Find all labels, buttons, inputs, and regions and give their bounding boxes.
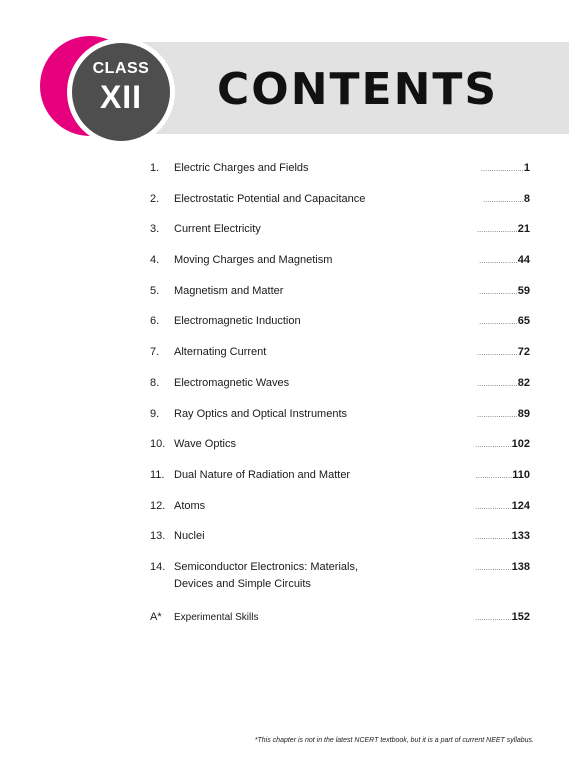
toc-page-number: 89 — [517, 407, 530, 420]
toc-page-number: 59 — [517, 284, 530, 297]
toc-leader-dots: ................. — [475, 503, 512, 511]
toc-page-number: 138 — [511, 560, 530, 573]
class-badge-inner — [72, 43, 170, 141]
toc-item-title: Atoms — [174, 499, 206, 512]
toc-item-title: Experimental Skills — [174, 611, 259, 623]
toc-item[interactable] — [150, 498, 530, 529]
toc-item-title: Electrostatic Potential and Capacitance — [174, 192, 366, 205]
toc-leader-dots: ................. — [475, 472, 513, 480]
toc-item-page — [475, 528, 530, 546]
toc-page-number: 152 — [511, 610, 530, 623]
toc-item-number: 1. — [150, 162, 160, 174]
toc-page-number: 133 — [511, 530, 530, 543]
badge-class-label: CLASS — [92, 60, 150, 77]
toc-item-title: Electric Charges and Fields — [174, 162, 309, 174]
toc-item-number: 4. — [150, 254, 160, 267]
toc-item-number: 12. — [150, 499, 166, 512]
toc-item-page — [475, 559, 530, 577]
toc-item-title: Electromagnetic Induction — [174, 315, 301, 328]
toc-item-page — [483, 191, 530, 209]
toc-leader-dots: .................. — [479, 258, 518, 266]
toc-item-title: Current Electricity — [174, 223, 261, 236]
toc-item-number: 8. — [150, 376, 160, 389]
toc-item-page — [479, 283, 530, 301]
footnote: *This chapter is not in the latest NCERT textbook, but it is a part of current NEET syllabus. — [254, 737, 534, 744]
toc-leader-dots: ................... — [476, 350, 518, 358]
toc-leader-dots: ................... — [476, 380, 518, 388]
toc-leader-dots: .................. — [479, 319, 518, 327]
toc-leader-dots: ................. — [475, 564, 512, 572]
toc-item[interactable] — [150, 375, 530, 406]
toc-item[interactable] — [150, 559, 530, 609]
toc-item-title: Magnetism and Matter — [174, 284, 284, 297]
toc-leader-dots: ................... — [483, 196, 524, 204]
toc-item[interactable] — [150, 406, 530, 437]
toc-item-number: 10. — [150, 438, 166, 451]
toc-item-page — [477, 375, 530, 393]
toc-item-title: Wave Optics — [174, 438, 236, 451]
toc-item[interactable] — [150, 344, 530, 375]
toc-item-page — [479, 252, 530, 270]
toc-item-page — [477, 344, 530, 362]
toc-leader-dots: .................... — [480, 166, 524, 173]
toc-item[interactable] — [150, 283, 530, 314]
toc-item-number: 5. — [150, 284, 160, 297]
toc-leader-dots: ................... — [476, 411, 518, 419]
toc-item-title — [174, 559, 475, 593]
toc-page-number: 44 — [517, 254, 530, 267]
toc-leader-dots: ................... — [476, 227, 518, 235]
toc-page-number: 65 — [517, 315, 530, 328]
toc-item-title: Dual Nature of Radiation and Matter — [174, 468, 351, 481]
toc-item-number: 13. — [150, 530, 166, 543]
toc-item-page — [479, 313, 530, 331]
toc-item[interactable] — [150, 609, 530, 640]
toc-item-page — [476, 467, 530, 485]
page-title: CONTENTS — [217, 64, 499, 115]
toc-page-number: 72 — [517, 346, 530, 359]
toc-page-number: 1 — [523, 162, 530, 174]
toc-item-title: Alternating Current — [174, 346, 267, 359]
toc-item-page — [475, 609, 530, 627]
toc-item-title: Ray Optics and Optical Instruments — [174, 407, 348, 420]
toc-item-title-line2: Devices and Simple Circuits — [174, 577, 311, 590]
toc-item[interactable] — [150, 221, 530, 252]
toc-item-page — [475, 436, 530, 454]
badge-class-number: XII — [99, 79, 143, 115]
toc-item-page — [477, 221, 530, 239]
toc-item-number: 3. — [150, 223, 160, 236]
toc-item[interactable] — [150, 313, 530, 344]
toc-page-number: 110 — [512, 468, 530, 481]
toc-item[interactable] — [150, 436, 530, 467]
toc-item-title: Nuclei — [174, 530, 205, 543]
toc-item-page — [475, 498, 530, 516]
toc-page-number: 102 — [511, 438, 530, 451]
toc-item[interactable] — [150, 528, 530, 559]
toc-item-number: 9. — [150, 407, 160, 420]
table-of-contents — [150, 160, 530, 640]
toc-item-number: A* — [150, 610, 162, 623]
toc-leader-dots: .................. — [479, 288, 518, 296]
toc-page-number: 124 — [511, 499, 530, 512]
toc-item[interactable] — [150, 252, 530, 283]
toc-item-number: 6. — [150, 315, 160, 328]
toc-leader-dots: ................. — [475, 534, 512, 542]
toc-leader-dots: ................. — [475, 614, 512, 622]
toc-page-number: 8 — [523, 192, 530, 205]
toc-leader-dots: ................. — [475, 442, 512, 450]
toc-item-number: 11. — [150, 468, 165, 481]
toc-item-page — [481, 160, 530, 178]
toc-item-number: 2. — [150, 192, 160, 205]
toc-item-title: Moving Charges and Magnetism — [174, 254, 333, 267]
toc-item[interactable] — [150, 160, 530, 191]
toc-item-number: 7. — [150, 346, 160, 359]
toc-page-number: 21 — [517, 223, 530, 236]
toc-item-title-line1: Semiconductor Electronics: Materials, — [174, 560, 359, 573]
toc-item-number: 14. — [150, 560, 166, 573]
toc-item-title: Electromagnetic Waves — [174, 376, 290, 389]
toc-item[interactable] — [150, 467, 530, 498]
toc-item[interactable] — [150, 191, 530, 222]
toc-item-page — [477, 406, 530, 424]
toc-page-number: 82 — [517, 376, 530, 389]
